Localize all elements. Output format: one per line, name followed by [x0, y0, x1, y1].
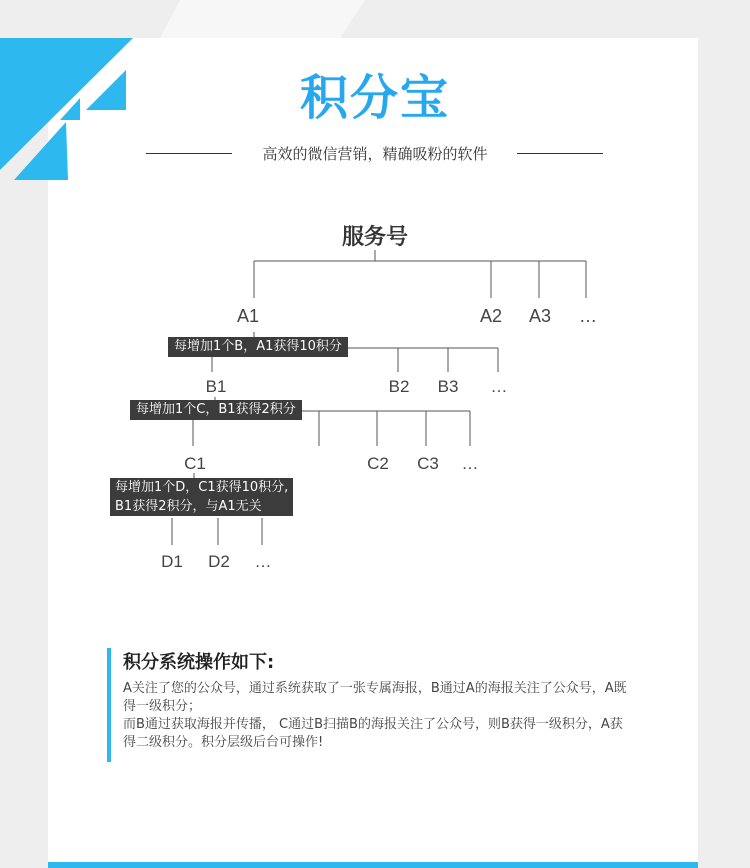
- node-d1: D1: [161, 552, 183, 571]
- node-c-more: …: [461, 454, 479, 473]
- node-b-more: …: [490, 377, 508, 396]
- tip-d: [110, 478, 293, 516]
- description-title: 积分系统操作如下:: [123, 652, 275, 673]
- tip-b: 每增加1个B，A1获得10积分: [168, 337, 348, 357]
- page-subtitle: 高效的微信营销，精确吸粉的软件: [262, 145, 488, 163]
- description-paragraph-2: 而B通过获取海报并传播， C通过B扫描B的海报关注了公众号，则B获得一级积分，A获得二级积分。积分层级后台可操作!: [123, 717, 623, 750]
- node-a2: A2: [479, 306, 503, 326]
- node-b1: B1: [205, 377, 227, 396]
- page-title: 积分宝: [299, 70, 450, 126]
- description-body: [123, 680, 627, 752]
- node-d-more: …: [254, 552, 272, 571]
- tip-c: 每增加1个C，B1获得2积分: [130, 400, 302, 420]
- node-a1: A1: [236, 306, 260, 326]
- node-c1: C1: [184, 454, 206, 473]
- node-c3: C3: [417, 454, 439, 473]
- node-d2: D2: [208, 552, 230, 571]
- node-b3: B3: [437, 377, 459, 396]
- node-b2: B2: [388, 377, 410, 396]
- tip-d-line1: 每增加1个D，C1获得10积分,: [115, 480, 289, 495]
- node-c2: C2: [367, 454, 389, 473]
- tip-d-line2: B1获得2积分，与A1无关: [115, 499, 262, 514]
- node-a3: A3: [528, 306, 552, 326]
- description-section: [107, 648, 627, 762]
- description-paragraph-1: A关注了您的公众号，通过系统获取了一张专属海报，B通过A的海报关注了公众号，A既得一级积分；: [123, 681, 627, 714]
- tree-root: 服务号: [341, 225, 409, 250]
- node-a-more: …: [579, 306, 597, 326]
